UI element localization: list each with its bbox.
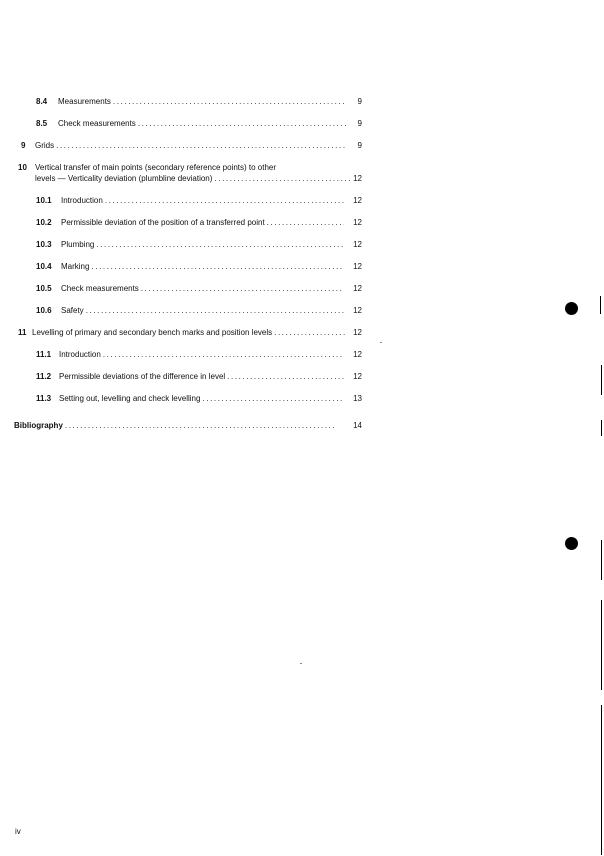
toc-entry-number: 8.4 bbox=[36, 97, 48, 106]
toc-entry-page: 13 bbox=[353, 394, 362, 403]
scan-edge-mark bbox=[601, 365, 602, 395]
toc-entry-title: Permissible deviations of the difference in level bbox=[59, 372, 226, 381]
toc-entry-page: 12 bbox=[353, 218, 362, 227]
toc-entry-title: Levelling of primary and secondary bench marks and position levels bbox=[32, 328, 273, 337]
dot-leader bbox=[214, 173, 350, 184]
toc-entry[interactable] bbox=[18, 162, 366, 184]
dot-leader bbox=[96, 239, 344, 250]
toc-entry-title: Marking bbox=[61, 262, 90, 271]
dot-leader bbox=[65, 420, 334, 431]
page-number: iv bbox=[15, 827, 21, 836]
toc-entry-page: 12 bbox=[353, 240, 362, 249]
dot-leader bbox=[56, 140, 346, 151]
dot-leader bbox=[105, 195, 344, 206]
toc-entry-title: Safety bbox=[61, 306, 84, 315]
toc-entry-number: 10.2 bbox=[36, 218, 52, 227]
toc-entry-page: 9 bbox=[357, 97, 362, 106]
toc-entry-title: Bibliography bbox=[14, 421, 63, 430]
toc-entry-page: 14 bbox=[353, 421, 362, 430]
binding-hole-mark bbox=[565, 537, 578, 550]
toc-entry-page: 12 bbox=[353, 284, 362, 293]
toc-entry-title: Grids bbox=[35, 141, 55, 150]
toc-entry-page: 12 bbox=[353, 372, 362, 381]
toc-entry-title-line1: Vertical transfer of main points (secondary reference points) to other bbox=[35, 163, 277, 172]
dot-leader bbox=[202, 393, 344, 404]
binding-hole-mark bbox=[565, 302, 578, 315]
dot-leader bbox=[113, 96, 346, 107]
toc-entry-number: 11.2 bbox=[36, 372, 52, 381]
toc-entry-page: 9 bbox=[357, 141, 362, 150]
scan-edge-mark bbox=[601, 705, 602, 855]
toc-entry-number: 10.3 bbox=[36, 240, 52, 249]
toc-entry-title: Introduction bbox=[59, 350, 101, 359]
toc-entry-page: 12 bbox=[353, 350, 362, 359]
toc-entry-number: 11.3 bbox=[36, 394, 52, 403]
scan-edge-mark bbox=[601, 420, 602, 436]
toc-entry-number: 11.1 bbox=[36, 350, 52, 359]
toc-entry-page: 12 bbox=[353, 174, 362, 183]
scan-edge-mark bbox=[600, 296, 601, 314]
toc-entry-page: 12 bbox=[353, 262, 362, 271]
toc-entry-number: 10.4 bbox=[36, 262, 52, 271]
dot-leader bbox=[227, 371, 344, 382]
toc-entry-number: 10.5 bbox=[36, 284, 52, 293]
dot-leader bbox=[141, 283, 344, 294]
toc-entry-title: levels — Verticality deviation (plumbline deviation) bbox=[35, 174, 213, 183]
toc-entry-number: 10 bbox=[18, 163, 27, 172]
toc-entry-page: 12 bbox=[353, 196, 362, 205]
toc-entry-page: 12 bbox=[353, 306, 362, 315]
dot-leader bbox=[138, 118, 346, 129]
toc-entry-number: 10.1 bbox=[36, 196, 52, 205]
toc-entry-number: 9 bbox=[21, 141, 26, 150]
toc-entry-page: 12 bbox=[353, 328, 362, 337]
toc-entry-title: Permissible deviation of the position of a transferred point bbox=[61, 218, 265, 227]
toc-entry-number: 11 bbox=[18, 328, 27, 337]
toc-entry-title: Check measurements bbox=[58, 119, 136, 128]
scan-edge-mark bbox=[601, 540, 602, 580]
toc-entry-number: 8.5 bbox=[36, 119, 48, 128]
toc-entry-title: Plumbing bbox=[61, 240, 95, 249]
dot-leader bbox=[91, 261, 344, 272]
scan-speck bbox=[300, 663, 302, 664]
dot-leader bbox=[274, 327, 346, 338]
toc-entry-title: Introduction bbox=[61, 196, 103, 205]
toc-entry-title: Measurements bbox=[58, 97, 111, 106]
toc-entry-number: 10.6 bbox=[36, 306, 52, 315]
dot-leader bbox=[86, 305, 344, 316]
toc-entry-title: Setting out, levelling and check levelling bbox=[59, 394, 201, 403]
toc-entry-title: Check measurements bbox=[61, 284, 139, 293]
toc-entry-page: 9 bbox=[357, 119, 362, 128]
scan-speck bbox=[380, 342, 382, 343]
scan-edge-mark bbox=[601, 600, 602, 690]
dot-leader bbox=[103, 349, 344, 360]
dot-leader bbox=[267, 217, 344, 228]
